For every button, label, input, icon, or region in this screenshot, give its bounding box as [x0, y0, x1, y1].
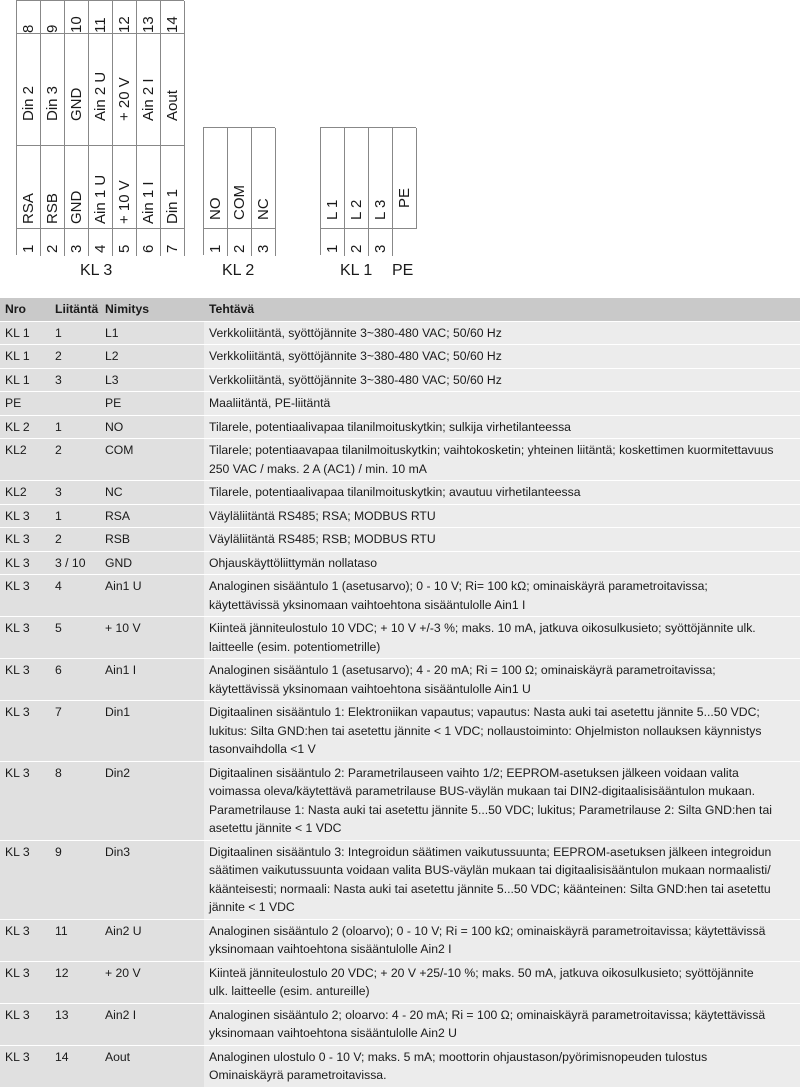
terminal-number: 7 [164, 244, 181, 253]
table-row [0, 574, 800, 616]
cell-tehtava: Digitaalinen sisääntulo 3: Integroidun säätimen vaikutussuunta; EEPROM-asetuksen jälkeen integroidun säätimen vaikutussuunta voidaan valita BUS-väylän mukaan tai digitaalisisääntulon mukaan normaalisti/ käänteisesti; normaali: Nasta auki tai asetettu jännite 5...50 VDC; käänteinen: Silta GND:hen tai asetettu jännite < 1 VDC [204, 841, 800, 919]
cell-nimitys: NO [100, 416, 204, 439]
cell-nro: KL2 [0, 439, 50, 480]
cell-liitanta: 12 [50, 962, 100, 1003]
cell-tehtava: Digitaalinen sisääntulo 1: Elektroniikan vapautus; vapautus: Nasta auki tai asetettu jännite 5...50 VDC; lukitus: Silta GND:hen tai asetettu jännite < 1 VDC; nollaustoiminto: Ohjelmiston nollauksen käynnistys tasonvaihdolla <1 V [204, 701, 800, 761]
kl1-label: KL 1 [340, 262, 373, 279]
table-row [0, 480, 800, 504]
cell-nro: KL 3 [0, 701, 50, 761]
terminal-name: Aout [164, 90, 181, 121]
cell-nimitys: + 10 V [100, 617, 204, 658]
terminal-cell [137, 146, 161, 256]
cell-tehtava: Verkkoliitäntä, syöttöjännite 3~380-480 VAC; 50/60 Hz [204, 322, 800, 345]
cell-liitanta: 11 [50, 920, 100, 961]
terminal-divider [321, 228, 393, 229]
terminal-cell [41, 146, 65, 256]
cell-liitanta: 3 / 10 [50, 552, 100, 575]
cell-nimitys: Din1 [100, 701, 204, 761]
cell-liitanta: 13 [50, 1004, 100, 1045]
cell-nimitys: COM [100, 439, 204, 480]
pe-label: PE [392, 262, 414, 279]
terminal-function-table [0, 297, 800, 1087]
terminal-number: 14 [164, 16, 181, 33]
cell-tehtava: Kiinteä jänniteulostulo 20 VDC; + 20 V +25/-10 %; maks. 50 mA, jatkuva oikosulkusieto; syöttöjännite ulk. laitteelle (esim. antureille) [204, 962, 800, 1003]
terminal-diagram [0, 0, 800, 300]
terminal-cell [113, 1, 137, 146]
table-row [0, 438, 800, 480]
table-row [0, 368, 800, 392]
cell-tehtava: Väyläliitäntä RS485; RSB; MODBUS RTU [204, 528, 800, 551]
terminal-cell [113, 146, 137, 256]
terminal-number: 13 [140, 16, 157, 33]
cell-liitanta: 9 [50, 841, 100, 919]
table-row [0, 919, 800, 961]
cell-tehtava: Analoginen ulostulo 0 - 10 V; maks. 5 mA; moottorin ohjaustason/pyörimisnopeuden tulostus Ominaiskäyrä parametroitavissa. [204, 1046, 800, 1087]
cell-nro: KL 3 [0, 962, 50, 1003]
cell-nimitys: PE [100, 392, 204, 415]
cell-nimitys: L1 [100, 322, 204, 345]
terminal-divider [204, 228, 276, 229]
terminal-cell [369, 128, 393, 256]
terminal-number: 11 [92, 17, 109, 33]
cell-nimitys: Aout [100, 1046, 204, 1087]
header-liitanta: Liitäntä [50, 298, 100, 321]
terminal-name: Ain 2 U [92, 71, 109, 121]
cell-nro: KL2 [0, 481, 50, 504]
table-row [0, 344, 800, 368]
terminal-number: 6 [140, 244, 157, 253]
cell-tehtava: Tilarele, potentiaalivapaa tilanilmoituskytkin; sulkija virhetilanteessa [204, 416, 800, 439]
terminal-name: L 2 [348, 199, 365, 220]
table-row [0, 1003, 800, 1045]
terminal-number: 12 [116, 16, 133, 33]
table-row [0, 700, 800, 761]
terminal-name: PE [396, 187, 413, 208]
terminal-name: RSA [20, 193, 37, 224]
terminal-number: 4 [92, 244, 109, 253]
cell-nro: KL 3 [0, 920, 50, 961]
table-body [0, 321, 800, 1087]
terminal-number: 1 [20, 244, 37, 253]
terminal-name: Ain 1 I [140, 181, 157, 224]
terminal-name: Din 1 [164, 188, 181, 224]
terminal-name: + 20 V [116, 77, 133, 121]
terminal-name: Din 2 [20, 85, 37, 121]
terminal-number: 8 [20, 24, 37, 33]
terminal-number: 2 [348, 244, 365, 253]
cell-nro: KL 1 [0, 322, 50, 345]
terminal-cell [204, 128, 228, 256]
terminal-cell [161, 1, 185, 146]
terminal-cell [137, 1, 161, 146]
terminal-divider [17, 228, 185, 229]
cell-nro: KL 3 [0, 505, 50, 528]
terminal-cell [321, 128, 345, 256]
cell-nimitys: Ain2 I [100, 1004, 204, 1045]
cell-nro: KL 2 [0, 416, 50, 439]
kl3-label: KL 3 [80, 262, 113, 279]
cell-nimitys: L3 [100, 369, 204, 392]
cell-tehtava: Verkkoliitäntä, syöttöjännite 3~380-480 VAC; 50/60 Hz [204, 345, 800, 368]
kl2-label: KL 2 [222, 262, 255, 279]
cell-nimitys: GND [100, 552, 204, 575]
table-row [0, 527, 800, 551]
terminal-cell [345, 128, 369, 256]
terminal-cell [65, 1, 89, 146]
cell-nro: KL 1 [0, 369, 50, 392]
terminal-number: 3 [68, 244, 85, 253]
terminal-cell [17, 146, 41, 256]
cell-nimitys: NC [100, 481, 204, 504]
terminal-divider [393, 228, 417, 229]
terminal-name: + 10 V [116, 180, 133, 224]
terminal-cell [17, 1, 41, 146]
kl2-terminal-block [203, 127, 275, 255]
terminal-number: 3 [372, 244, 389, 253]
cell-nro: KL 1 [0, 345, 50, 368]
terminal-name: Din 3 [44, 85, 61, 121]
terminal-cell [89, 1, 113, 146]
terminal-name: L 1 [324, 199, 341, 220]
cell-nro: KL 3 [0, 575, 50, 616]
cell-tehtava: Analoginen sisääntulo 2; oloarvo: 4 - 20 mA; Ri = 100 Ω; ominaiskäyrä parametroitavissa; käytettävissä yksinomaan vaihtoehtona sisääntulolle Ain2 U [204, 1004, 800, 1045]
cell-nimitys: Din3 [100, 841, 204, 919]
cell-tehtava: Väyläliitäntä RS485; RSA; MODBUS RTU [204, 505, 800, 528]
terminal-number: 2 [231, 244, 248, 253]
table-row [0, 1045, 800, 1087]
cell-liitanta: 14 [50, 1046, 100, 1087]
terminal-name: COM [231, 185, 248, 220]
cell-tehtava: Tilarele; potentiaavapaa tilanilmoituskytkin; vaihtokosketin; yhteinen liitäntä; koskettimen kuormitettavuus 250 VAC / maks. 2 A (AC1) / min. 10 mA [204, 439, 800, 480]
cell-liitanta: 5 [50, 617, 100, 658]
cell-nimitys: + 20 V [100, 962, 204, 1003]
terminal-cell [252, 128, 276, 256]
cell-nro: KL 3 [0, 841, 50, 919]
table-row [0, 761, 800, 840]
cell-nimitys: RSB [100, 528, 204, 551]
table-row [0, 616, 800, 658]
terminal-name: RSB [44, 193, 61, 224]
cell-tehtava: Ohjauskäyttöliittymän nollataso [204, 552, 800, 575]
terminal-name: GND [68, 87, 85, 121]
terminal-number: 10 [68, 16, 85, 33]
cell-liitanta: 1 [50, 505, 100, 528]
cell-liitanta [50, 392, 100, 415]
cell-nro: KL 3 [0, 762, 50, 840]
cell-liitanta: 3 [50, 369, 100, 392]
table-row [0, 840, 800, 919]
table-row [0, 415, 800, 439]
terminal-divider [17, 33, 185, 34]
table-row [0, 504, 800, 528]
cell-nro: PE [0, 392, 50, 415]
cell-tehtava: Analoginen sisääntulo 1 (asetusarvo); 4 - 20 mA; Ri = 100 Ω; ominaiskäyrä parametroitavissa; käytettävissä yksinomaan vaihtoehtona sisääntulolle Ain1 U [204, 659, 800, 700]
cell-tehtava: Analoginen sisääntulo 1 (asetusarvo); 0 - 10 V; Ri= 100 kΩ; ominaiskäyrä parametroitavissa; käytettävissä yksinomaan vaihtoehtona sisääntulolle Ain1 I [204, 575, 800, 616]
terminal-number: 5 [116, 244, 133, 253]
kl3-upper-terminal-block [16, 0, 184, 145]
terminal-name: Ain 2 I [140, 78, 157, 121]
cell-tehtava: Kiinteä jänniteulostulo 10 VDC; + 10 V +/-3 %; maks. 10 mA, jatkuva oikosulkusieto; syöttöjännite ulk. laitteelle (esim. potentiometrille) [204, 617, 800, 658]
cell-liitanta: 4 [50, 575, 100, 616]
table-row [0, 658, 800, 700]
cell-nimitys: Din2 [100, 762, 204, 840]
terminal-name: GND [68, 190, 85, 224]
terminal-cell [89, 146, 113, 256]
cell-nro: KL 3 [0, 528, 50, 551]
cell-nimitys: RSA [100, 505, 204, 528]
header-nro: Nro [0, 298, 50, 321]
cell-tehtava: Tilarele, potentiaalivapaa tilanilmoituskytkin; avautuu virhetilanteessa [204, 481, 800, 504]
cell-tehtava: Digitaalinen sisääntulo 2: Parametrilauseen vaihto 1/2; EEPROM-asetuksen jälkeen voidaan valita voimassa oleva/käytettävä parametrilause BUS-väylän mukaan tai DIN2-digitaalisisääntulon mukaan. Parametrilause 1: Nasta auki tai asetettu jännite 5...50 VDC; lukitus; Parametrilause 2: Silta GND:hen tai asetettu jännite < 1 VDC [204, 762, 800, 840]
cell-nro: KL 3 [0, 1004, 50, 1045]
cell-nimitys: Ain2 U [100, 920, 204, 961]
table-row [0, 391, 800, 415]
terminal-number: 3 [255, 244, 272, 253]
cell-liitanta: 8 [50, 762, 100, 840]
cell-liitanta: 2 [50, 439, 100, 480]
cell-liitanta: 1 [50, 416, 100, 439]
table-row [0, 551, 800, 575]
cell-liitanta: 2 [50, 345, 100, 368]
cell-liitanta: 2 [50, 528, 100, 551]
table-row [0, 961, 800, 1003]
terminal-number: 9 [44, 24, 61, 33]
kl3-lower-terminal-block [16, 145, 184, 255]
pe-terminal-block [392, 127, 416, 227]
cell-liitanta: 1 [50, 322, 100, 345]
cell-nro: KL 3 [0, 552, 50, 575]
terminal-number: 2 [44, 244, 61, 253]
header-tehtava: Tehtävä [204, 298, 800, 321]
terminal-cell [228, 128, 252, 256]
terminal-name: Ain 1 U [92, 174, 109, 224]
cell-liitanta: 3 [50, 481, 100, 504]
cell-liitanta: 7 [50, 701, 100, 761]
terminal-cell [161, 146, 185, 256]
cell-nimitys: L2 [100, 345, 204, 368]
cell-nro: KL 3 [0, 659, 50, 700]
cell-nro: KL 3 [0, 1046, 50, 1087]
terminal-name: NO [207, 197, 224, 220]
terminal-number: 1 [207, 244, 224, 253]
kl1-terminal-block [320, 127, 392, 255]
terminal-cell [393, 128, 417, 228]
cell-liitanta: 6 [50, 659, 100, 700]
cell-nimitys: Ain1 U [100, 575, 204, 616]
terminal-cell [65, 146, 89, 256]
cell-tehtava: Verkkoliitäntä, syöttöjännite 3~380-480 VAC; 50/60 Hz [204, 369, 800, 392]
terminal-cell [41, 1, 65, 146]
table-header-row [0, 297, 800, 321]
table-row [0, 321, 800, 345]
cell-nro: KL 3 [0, 617, 50, 658]
terminal-name: NC [255, 198, 272, 220]
cell-tehtava: Analoginen sisääntulo 2 (oloarvo); 0 - 10 V; Ri = 100 kΩ; ominaiskäyrä parametroitavissa; käytettävissä yksinomaan vaihtoehtona sisääntulolle Ain2 I [204, 920, 800, 961]
terminal-name: L 3 [372, 199, 389, 220]
terminal-number: 1 [324, 244, 341, 253]
cell-tehtava: Maaliitäntä, PE-liitäntä [204, 392, 800, 415]
cell-nimitys: Ain1 I [100, 659, 204, 700]
header-nimitys: Nimitys [100, 298, 204, 321]
